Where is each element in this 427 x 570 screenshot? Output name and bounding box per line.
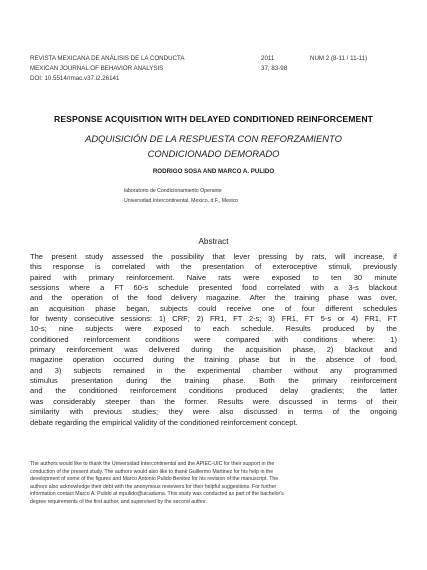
abstract-line: stimulus presentation during the training phase. Both the primary reinforcement xyxy=(30,376,397,386)
subtitle-line: ADQUISICIÓN DE LA RESPUESTA CON REFORZAMIENTO xyxy=(85,133,342,144)
abstract-line: and the conditioned reinforcement conditions produced delay gradients; the latter xyxy=(30,386,397,396)
issue-info: NUM 2 (8-11 / 11-11) xyxy=(310,55,368,62)
abstract-line: 10-s; nine subjects were exposed to each schedule. Results produced by the xyxy=(30,324,397,334)
affiliation-university: Universidad Intercontinental, Mexico, d.F., Mexico xyxy=(124,198,239,204)
journal-name-es: REVISTA MEXICANA DE ANÁLISIS DE LA CONDUCTA xyxy=(30,55,185,62)
abstract-line: primary reinforcement was delivered during the acquisition phase, 2) blackout and xyxy=(30,345,397,355)
abstract-line: conditioned reinforcement conditions were compared with conditions where: 1) xyxy=(30,334,397,344)
subtitle-line: CONDICIONADO DEMORADO xyxy=(147,147,280,159)
abstract-line: similarity with previous studies; they were also discussed in terms of the ongoing xyxy=(30,407,397,417)
footnote-line: authors also acknowledge their debt with the anonymous reviewers for their helpful suggestions. For further xyxy=(30,483,277,490)
authors: RODRIGO SOSA AND MARCO A. PULIDO xyxy=(152,168,275,175)
abstract-line: for twenty consecutive sessions: 1) CRF; 2) FR1, FT 2-s; 3) FR1, FT 5-s or 4) FR1, FT xyxy=(30,314,397,324)
footnote-line: conduction of the present study. The authors would also like to thank Guillermo Martinez for his help in the xyxy=(30,468,274,475)
abstract-line: magazine operation occurred during the training phase but in the absence of food, xyxy=(30,355,397,365)
publication-year: 2011 xyxy=(261,55,275,62)
abstract-line: was considerably steeper than the former. Results were discussed in terms of their xyxy=(30,396,397,406)
doi[interactable]: DOI: 10.5514/rmac.v37.i2.26141 xyxy=(30,75,120,82)
abstract-line: The present study assessed the possibility that lever pressing by rats, will increase, if xyxy=(30,252,397,261)
abstract-heading: Abstract xyxy=(198,237,229,246)
acknowledgement-footnote xyxy=(30,461,397,507)
footnote-line: degree requirements of the first author, and supervised by the second author. xyxy=(30,498,208,505)
footnote-line: The authors would like to thank the Universidad Intercontinental and the APIEC-UIC for their support in the xyxy=(30,461,275,467)
journal-name-en: MEXICAN JOURNAL OF BEHAVIOR ANALYSIS xyxy=(30,65,164,72)
abstract-body xyxy=(30,252,397,428)
footnote-line: information contact Marco A. Pulido at mpulido@uicaduma. This study was conducted as part of the bachelor's xyxy=(30,491,284,498)
abstract-line: this response is correlated with the presentation of exteroceptive stimuli, previously xyxy=(30,262,397,272)
volume-pages: 37, 83-98 xyxy=(261,65,288,72)
abstract-line: debate regarding the empirical validity of the conditioned reinforcement concept. xyxy=(30,417,298,427)
article-title: RESPONSE ACQUISITION WITH DELAYED CONDITIONED REINFORCEMENT xyxy=(54,114,373,124)
footnote-line: development of some of the figures and Marco Antonio Pulido Benitez for his revision of the manuscript. The xyxy=(30,476,279,483)
journal-header xyxy=(30,54,400,84)
abstract-line: and the operation of the food delivery magazine. After the training phase was over, xyxy=(30,293,397,303)
abstract-line: sessions where a FT 60-s schedule presented food correlated with a 3-s blackout xyxy=(30,283,397,293)
affiliation-lab: laboratorio de Condicionamiento Operante xyxy=(124,188,222,194)
abstract-line: an acquisition phase began, subjects could receive one of four different schedules xyxy=(30,303,397,313)
article-subtitle xyxy=(0,132,427,161)
abstract-line: paired with primary reinforcement. Naive rats were exposed to ten 30 minute xyxy=(30,272,397,282)
abstract-line: and 3) subjects remained in the experimental chamber without any programmed xyxy=(30,365,397,375)
